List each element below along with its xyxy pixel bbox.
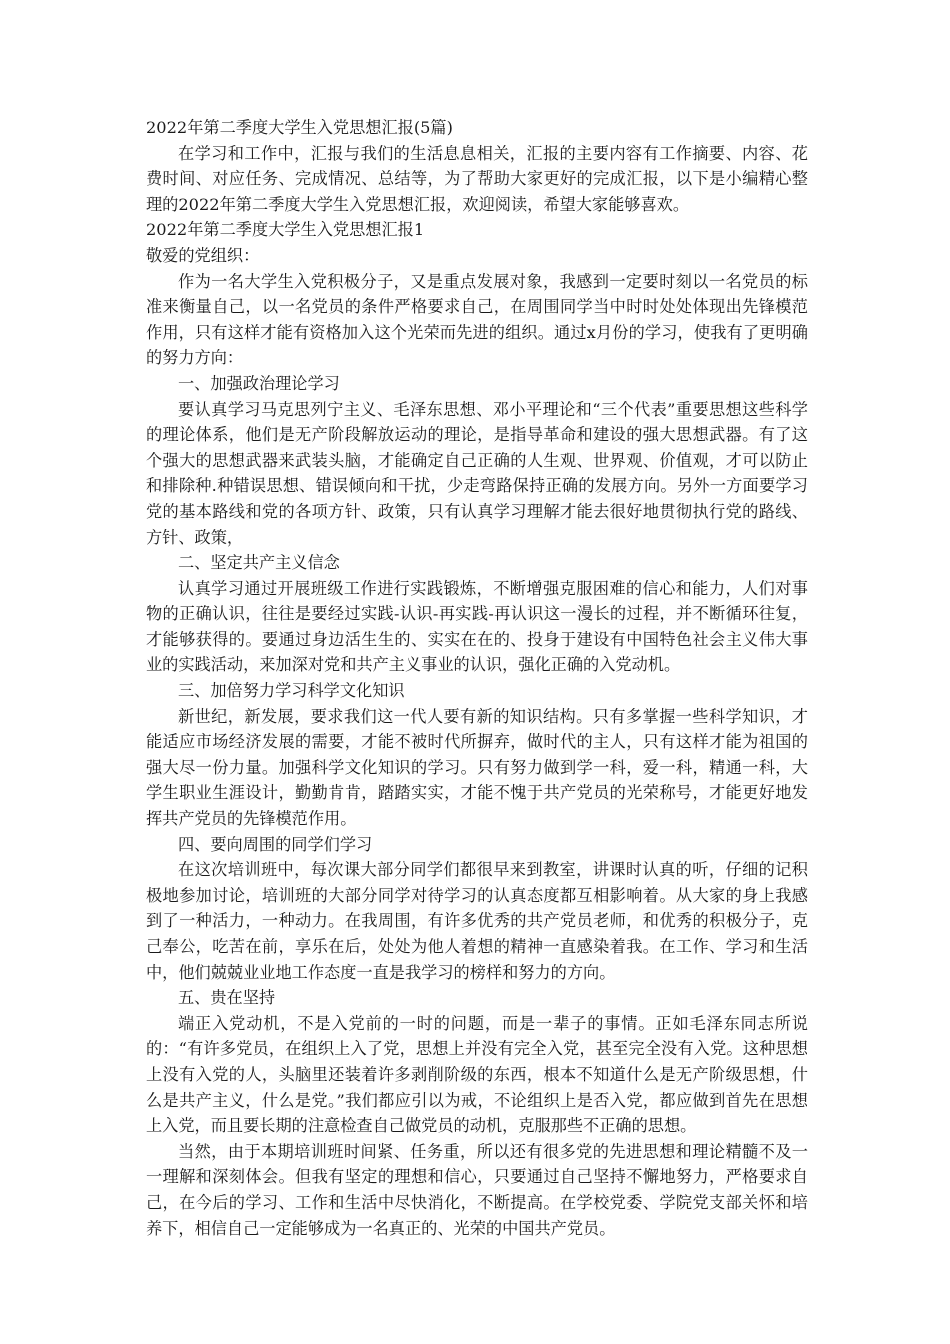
- document-title: 2022年第二季度大学生入党思想汇报(5篇): [146, 118, 453, 137]
- section-heading: 三、加倍努力学习科学文化知识: [178, 681, 405, 701]
- section-heading: 一、加强政治理论学习: [178, 373, 340, 393]
- section-heading: 五、贵在坚持: [178, 988, 276, 1008]
- section-body: 要认真学习马克思列宁主义、毛泽东思想、邓小平理论和“三个代表”重要思想这些科学的理论体系，他们是无产阶段解放运动的理论，是指导革命和建设的强大思想武器。有了这个强大的思想武器来武装头脑，才能确定自己正确的人生观、世界观、价值观，才可以防止和排除种.种错误思想、错误倾向和干扰，少走弯路保持正确的发展方向。另外一方面要学习党的基本路线和党的各项方针、政策，只有认真学习理解才能去很好地贯彻执行党的路线、方针、政策，: [146, 399, 808, 547]
- salutation: 敬爱的党组织：: [146, 245, 260, 265]
- intro-paragraph: 在学习和工作中，汇报与我们的生活息息相关，汇报的主要内容有工作摘要、内容、花费时间、对应任务、完成情况、总结等，为了帮助大家更好的完成汇报，以下是小编精心整理的2022年第二季度大学生入党思想汇报，欢迎阅读，希望大家能够喜欢。: [146, 143, 808, 214]
- document-page: [146, 115, 808, 1241]
- section-body: 新世纪，新发展，要求我们这一代人要有新的知识结构。只有多掌握一些科学知识，才能适应市场经济发展的需要，才能不被时代所摒弃，做时代的主人，只有这样才能为祖国的强大尽一份力量。加强科学文化知识的学习。只有努力做到学一科，爱一科，精通一科，大学生职业生涯设计，勤勤肯肯，踏踏实实，才能不愧于共产党员的光荣称号，才能更好地发挥共产党员的先锋模范作用。: [146, 706, 808, 829]
- section-heading: 二、坚定共产主义信念: [178, 553, 340, 573]
- report-subtitle: 2022年第二季度大学生入党思想汇报1: [146, 220, 425, 240]
- section-body: 在这次培训班中，每次课大部分同学们都很早来到教室，讲课时认真的听，仔细的记积极地参加讨论，培训班的大部分同学对待学习的认真态度都互相影响着。从大家的身上我感到了一种活力，一种动力。在我周围，有许多优秀的共产党员老师，和优秀的积极分子，克己奉公，吃苦在前，享乐在后，处处为他人着想的精神一直感染着我。在工作、学习和生活中，他们兢兢业业地工作态度一直是我学习的榜样和努力的方向。: [146, 860, 808, 982]
- opening-paragraph: 作为一名大学生入党积极分子，又是重点发展对象，我感到一定要时刻以一名党员的标准来衡量自己，以一名党员的条件严格要求自己，在周围同学当中时时处处体现出先锋模范作用，只有这样才能有资格加入这个光荣而先进的组织。通过x月份的学习，使我有了更明确的努力方向：: [146, 271, 808, 368]
- closing-paragraph: 当然，由于本期培训班时间紧、任务重，所以还有很多党的先进思想和理论精髓不及一一理解和深刻体会。但我有坚定的理想和信心，只要通过自己坚持不懈地努力，严格要求自己，在今后的学习、工作和生活中尽快消化，不断提高。在学校党委、学院党支部关怀和培养下，相信自己一定能够成为一名真正的、光荣的中国共产党员。: [146, 1141, 808, 1238]
- section-heading: 四、要向周围的同学们学习: [178, 834, 373, 854]
- section-body: 认真学习通过开展班级工作进行实践锻炼，不断增强克服困难的信心和能力，人们对事物的正确认识，往往是要经过实践-认识-再实践-再认识这一漫长的过程，并不断循环往复，才能够获得的。要通过身边活生生的、实实在在的、投身于建设有中国特色社会主义伟大事业的实践活动，来加深对党和共产主义事业的认识，强化正确的入党动机。: [146, 578, 808, 675]
- section-body: 端正入党动机，不是入党前的一时的问题，而是一辈子的事情。正如毛泽东同志所说的：“有许多党员，在组织上入了党，思想上并没有完全入党，甚至完全没有入党。这种思想上没有入党的人，头脑里还装着许多剥削阶级的东西，根本不知道什么是无产阶级思想，什么是共产主义，什么是党。”我们都应引以为戒，不论组织上是否入党，都应做到首先在思想上入党，而且要长期的注意检查自己做党员的动机，克服那些不正确的思想。: [146, 1013, 808, 1136]
